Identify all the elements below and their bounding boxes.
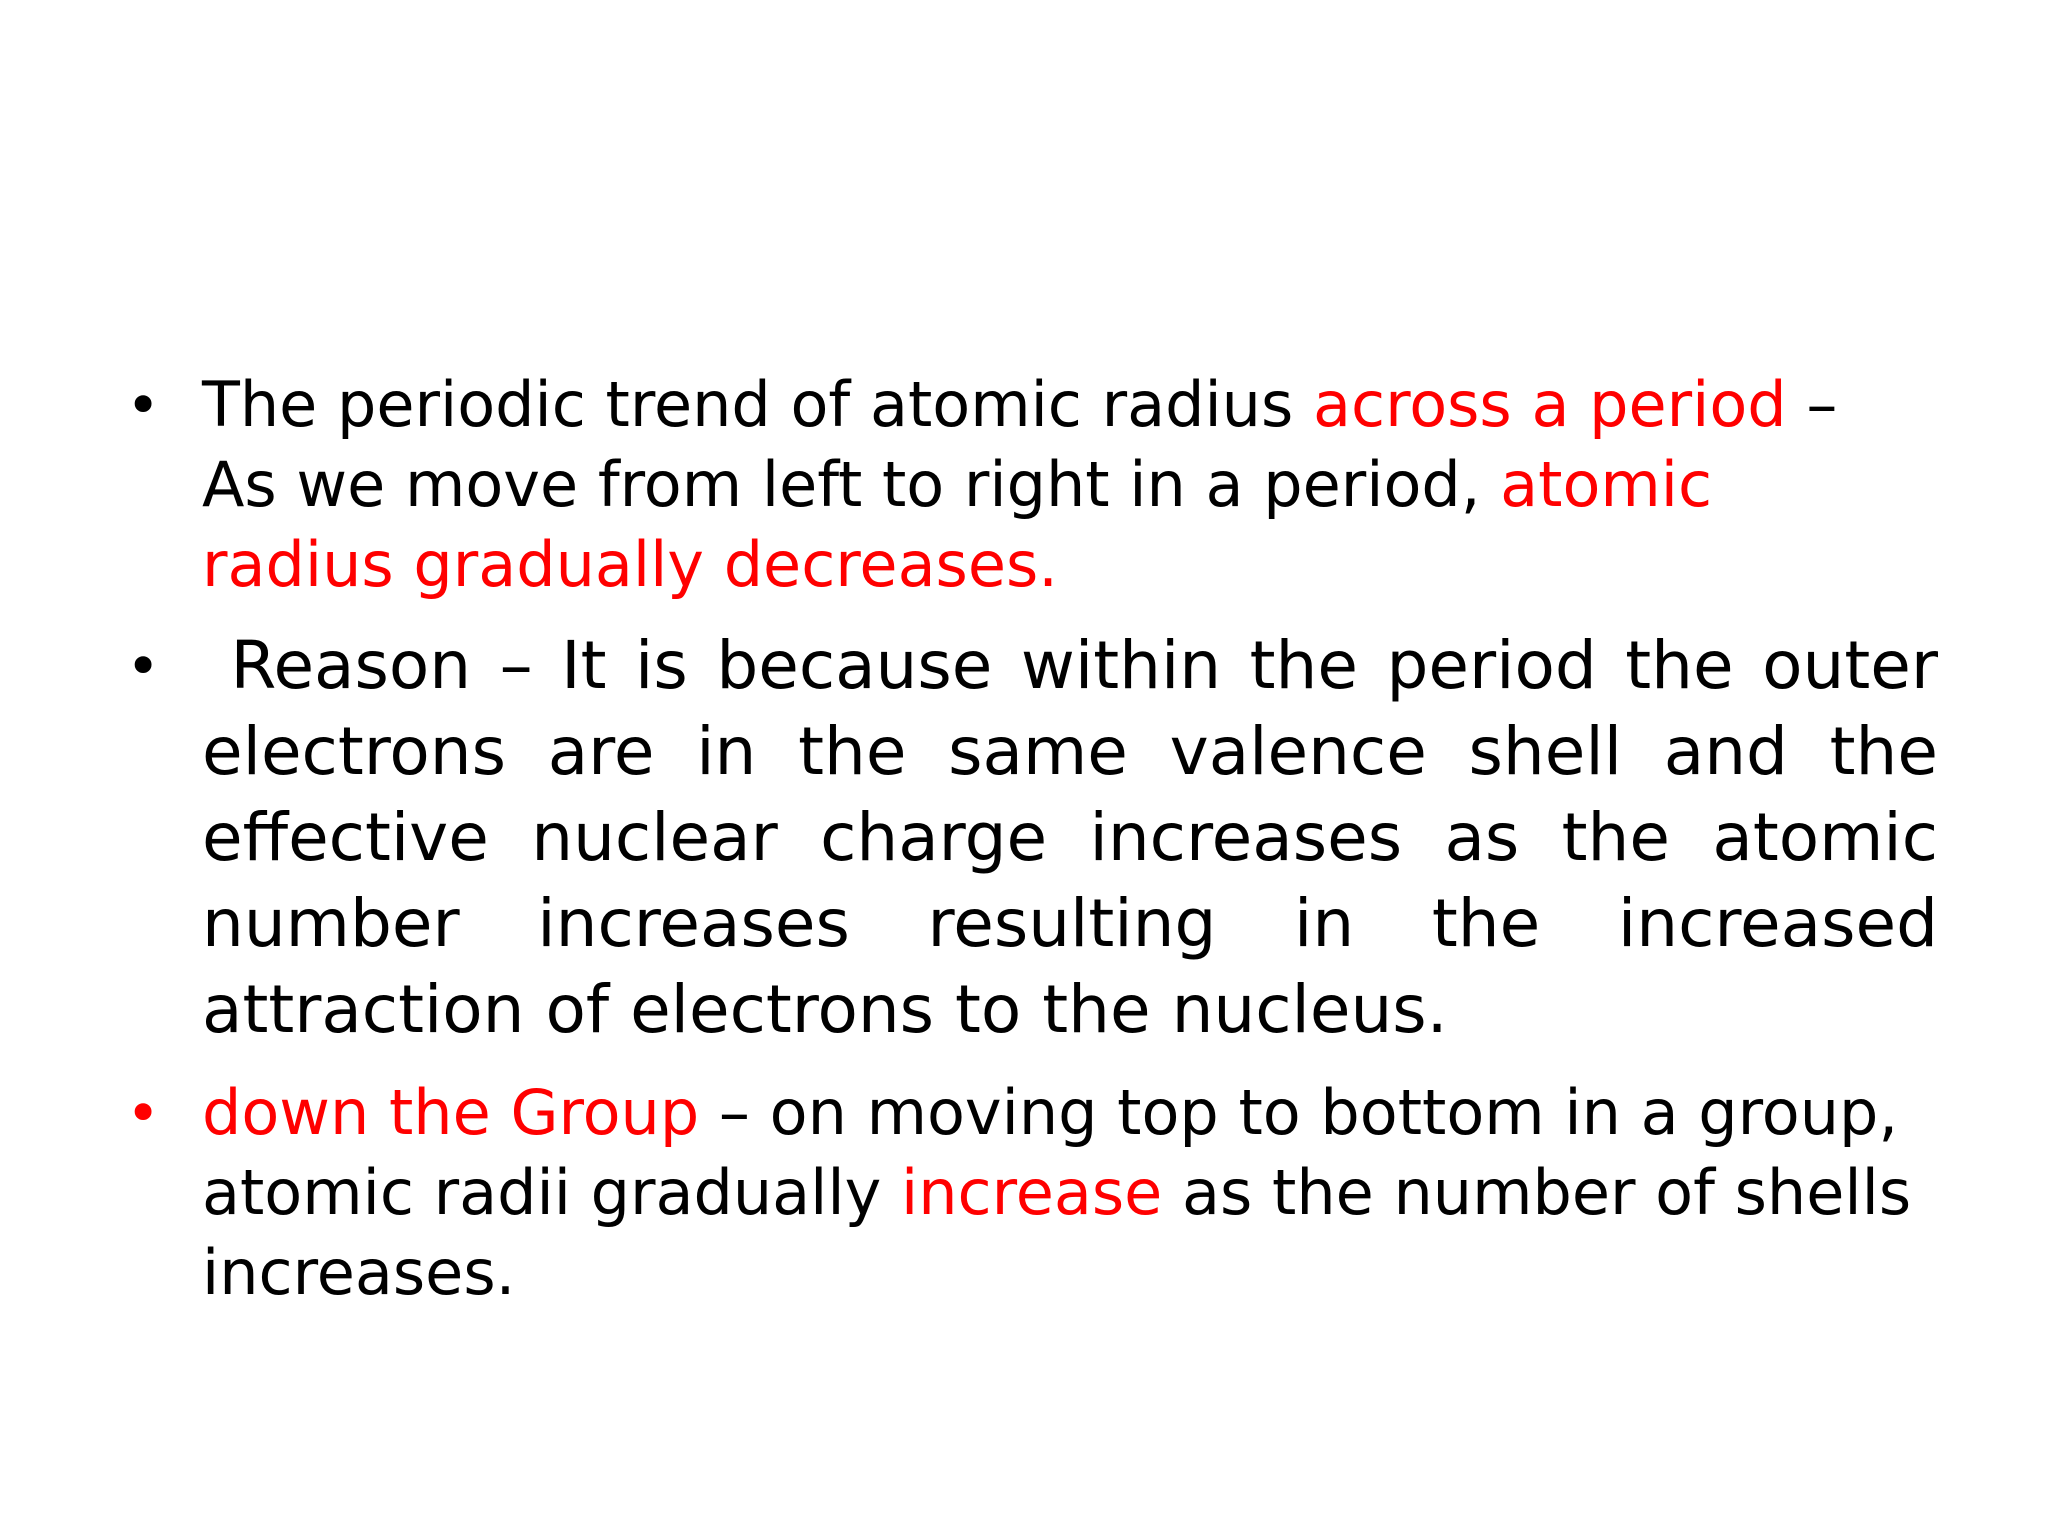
bullet-item-reason bbox=[118, 623, 1938, 1053]
text-segment: – As we move from left to right in a period, bbox=[202, 368, 1838, 521]
text-segment: – on moving top to bottom in a group, atomic radii gradually bbox=[202, 1076, 1899, 1229]
bullet-icon: • bbox=[126, 1079, 161, 1147]
bullet-icon: • bbox=[126, 371, 161, 439]
bullet-text bbox=[202, 365, 1902, 605]
text-segment: Reason – It is because within the period the outer electrons are in the same valence shell and the effective nuclear charge increases as the atomic number increases resulting in the increased attraction of electrons to the nucleus. bbox=[202, 627, 1938, 1048]
bullet-item-atomic-radius-across-period bbox=[118, 365, 1938, 605]
bullet-icon: • bbox=[126, 632, 161, 700]
bullet-item-down-the-group bbox=[118, 1073, 1938, 1313]
bullet-list bbox=[118, 365, 1938, 1331]
text-segment: as the number of shells increases. bbox=[202, 1156, 1912, 1309]
bullet-text bbox=[202, 623, 1938, 1053]
highlight-atomic-radius-decreases: atomic radius gradually decreases. bbox=[202, 448, 1713, 601]
highlight-across-a-period: across a period bbox=[1312, 368, 1787, 441]
bullet-text bbox=[202, 1073, 1922, 1313]
highlight-increase: increase bbox=[900, 1156, 1163, 1229]
text-segment: The periodic trend of atomic radius bbox=[202, 368, 1313, 441]
highlight-down-the-group: down the Group bbox=[202, 1076, 700, 1149]
